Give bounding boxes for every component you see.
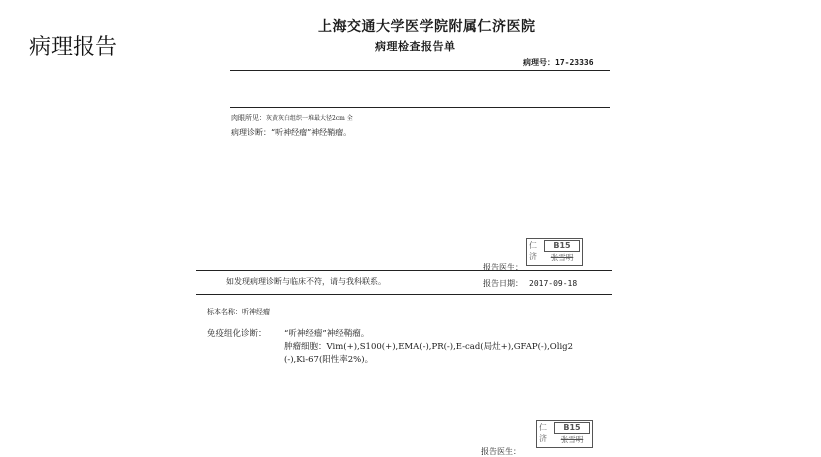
gross-finding xyxy=(231,113,353,123)
ihc-markers-line-1: 肿瘤细胞：Vim(+),S100(+),EMA(-),PR(-),E-cad(局灶+),GFAP(-),Olig2 xyxy=(284,342,574,352)
specimen-label: 标本名称： xyxy=(207,308,242,316)
specimen-value: 听神经瘤 xyxy=(242,308,270,316)
stamp-name: 张雪明 xyxy=(550,253,574,262)
header-rule xyxy=(230,70,610,71)
stamp-char-2: 济 xyxy=(529,252,537,261)
ihc-diagnosis: “听神经瘤”神经鞘瘤。 xyxy=(284,329,370,339)
report-doctor-label-2: 报告医生： xyxy=(481,447,521,456)
section-rule xyxy=(230,107,610,108)
ihc-markers-line-2: (-),Ki-67(阳性率2%)。 xyxy=(284,355,374,365)
notice-text: 如发现病理诊断与临床不符，请与我科联系。 xyxy=(226,277,386,286)
pathology-number-value: 17-23336 xyxy=(555,58,594,67)
specimen-name xyxy=(207,307,270,317)
stamp-char-2: 济 xyxy=(539,434,547,443)
doctor-stamp-2 xyxy=(536,420,593,448)
stamp-code: B15 xyxy=(554,422,590,434)
stamp-char-1: 仁 xyxy=(529,241,537,250)
report-doctor-label: 报告医生： xyxy=(483,263,523,272)
report-form-title: 病理检查报告单 xyxy=(375,40,456,53)
gross-label: 肉眼所见： xyxy=(231,114,266,122)
diagnosis-text: “听神经瘤”神经鞘瘤。 xyxy=(271,128,352,137)
pathology-number xyxy=(523,57,594,68)
doctor-stamp xyxy=(526,238,583,266)
diagnosis xyxy=(231,127,351,138)
footer-rule xyxy=(196,270,612,271)
diagnosis-label: 病理诊断： xyxy=(231,128,271,137)
slide-title: 病理报告 xyxy=(29,35,118,60)
stamp-code: B15 xyxy=(544,240,580,252)
report-date-value: 2017-09-18 xyxy=(529,279,578,288)
hospital-name: 上海交通大学医学院附属仁济医院 xyxy=(318,19,536,35)
stamp-char-1: 仁 xyxy=(539,423,547,432)
report-date-label: 报告日期： xyxy=(483,279,523,288)
stamp-name: 张雪明 xyxy=(560,435,584,444)
report-date xyxy=(483,278,577,289)
bottom-rule xyxy=(196,294,612,295)
gross-text: 灰黄灰白组织一堆最大径2cm 全 xyxy=(266,115,353,122)
ihc-label: 免疫组化诊断： xyxy=(207,329,267,339)
pathology-number-label: 病理号： xyxy=(523,57,555,67)
